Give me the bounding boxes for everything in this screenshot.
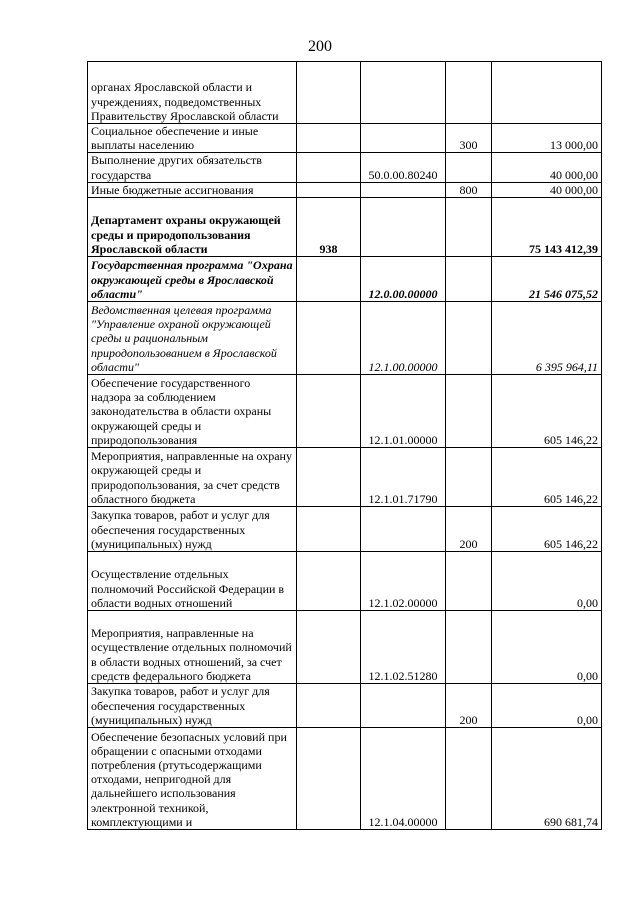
table-row (88, 611, 602, 684)
row-ministry-cell (297, 153, 361, 182)
row-name-cell: Социальное обеспечение и иные выплаты населению (88, 124, 297, 153)
row-name-cell: Обеспечение безопасных условий при обращении с опасными отходами потребления (ртутьсодержащими отходами, непригодной для дальнейшего использования электронной техникой, комплектующими и (88, 728, 297, 830)
row-ministry-cell (297, 124, 361, 153)
table-row (88, 375, 602, 448)
row-name-cell: Иные бюджетные ассигнования (88, 182, 297, 197)
table-row (88, 182, 602, 197)
row-target-article-cell: 50.0.00.80240 (361, 153, 446, 182)
row-amount-cell: 0,00 (492, 684, 602, 728)
table-row (88, 552, 602, 611)
row-ministry-cell (297, 302, 361, 375)
row-ministry-cell (297, 62, 361, 124)
row-ministry-cell (297, 728, 361, 830)
row-amount-cell: 40 000,00 (492, 153, 602, 182)
row-amount-cell: 0,00 (492, 552, 602, 611)
row-ministry-cell: 938 (297, 198, 361, 257)
table-row (88, 302, 602, 375)
row-amount-cell: 40 000,00 (492, 182, 602, 197)
row-ministry-cell (297, 257, 361, 302)
table-row (88, 124, 602, 153)
row-expense-type-cell (446, 62, 492, 124)
row-amount-cell: 605 146,22 (492, 507, 602, 552)
row-name-cell: Обеспечение государственного надзора за соблюдением законодательства в области охраны окружающей среды и природопользования (88, 375, 297, 448)
row-amount-cell: 605 146,22 (492, 375, 602, 448)
budget-table (87, 61, 602, 830)
row-target-article-cell: 12.1.01.00000 (361, 375, 446, 448)
row-name-cell: Закупка товаров, работ и услуг для обеспечения государственных (муниципальных) нужд (88, 684, 297, 728)
row-target-article-cell (361, 182, 446, 197)
row-target-article-cell: 12.1.02.51280 (361, 611, 446, 684)
row-amount-cell: 605 146,22 (492, 448, 602, 507)
row-target-article-cell (361, 684, 446, 728)
row-target-article-cell: 12.0.00.00000 (361, 257, 446, 302)
row-expense-type-cell: 800 (446, 182, 492, 197)
row-target-article-cell: 12.1.01.71790 (361, 448, 446, 507)
row-name-cell: Государственная программа "Охрана окружающей среды в Ярославской области" (88, 257, 297, 302)
row-amount-cell (492, 62, 602, 124)
table-row (88, 728, 602, 830)
row-target-article-cell: 12.1.00.00000 (361, 302, 446, 375)
row-name-cell: органах Ярославской области и учреждениях, подведомственных Правительству Ярославской области (88, 62, 297, 124)
table-row (88, 62, 602, 124)
row-name-cell: Департамент охраны окружающей среды и природопользования Ярославской области (88, 198, 297, 257)
row-ministry-cell (297, 448, 361, 507)
table-row (88, 257, 602, 302)
budget-table-body (88, 62, 602, 830)
row-expense-type-cell (446, 728, 492, 830)
row-amount-cell: 21 546 075,52 (492, 257, 602, 302)
row-target-article-cell: 12.1.02.00000 (361, 552, 446, 611)
row-amount-cell: 690 681,74 (492, 728, 602, 830)
row-expense-type-cell: 200 (446, 507, 492, 552)
row-ministry-cell (297, 611, 361, 684)
row-target-article-cell: 12.1.04.00000 (361, 728, 446, 830)
row-name-cell: Мероприятия, направленные на охрану окружающей среды и природопользования, за счет средств областного бюджета (88, 448, 297, 507)
row-expense-type-cell (446, 375, 492, 448)
table-row (88, 507, 602, 552)
table-row (88, 153, 602, 182)
row-name-cell: Ведомственная целевая программа "Управление охраной окружающей среды и рациональным природопользованием в Ярославской области" (88, 302, 297, 375)
row-amount-cell: 6 395 964,11 (492, 302, 602, 375)
table-row (88, 198, 602, 257)
row-expense-type-cell: 300 (446, 124, 492, 153)
page-number: 200 (308, 38, 332, 55)
row-target-article-cell (361, 124, 446, 153)
row-ministry-cell (297, 552, 361, 611)
row-name-cell: Выполнение других обязательств государства (88, 153, 297, 182)
row-expense-type-cell (446, 198, 492, 257)
row-target-article-cell (361, 198, 446, 257)
row-name-cell: Мероприятия, направленные на осуществление отдельных полномочий в области водных отношений, за счет средств федерального бюджета (88, 611, 297, 684)
row-amount-cell: 13 000,00 (492, 124, 602, 153)
row-ministry-cell (297, 182, 361, 197)
row-expense-type-cell (446, 302, 492, 375)
row-expense-type-cell (446, 611, 492, 684)
row-expense-type-cell: 200 (446, 684, 492, 728)
row-amount-cell: 0,00 (492, 611, 602, 684)
row-ministry-cell (297, 684, 361, 728)
row-target-article-cell (361, 507, 446, 552)
row-ministry-cell (297, 375, 361, 448)
row-target-article-cell (361, 62, 446, 124)
row-expense-type-cell (446, 552, 492, 611)
table-row (88, 684, 602, 728)
row-name-cell: Осуществление отдельных полномочий Российской Федерации в области водных отношений (88, 552, 297, 611)
row-expense-type-cell (446, 257, 492, 302)
row-amount-cell: 75 143 412,39 (492, 198, 602, 257)
row-ministry-cell (297, 507, 361, 552)
row-expense-type-cell (446, 448, 492, 507)
row-name-cell: Закупка товаров, работ и услуг для обеспечения государственных (муниципальных) нужд (88, 507, 297, 552)
row-expense-type-cell (446, 153, 492, 182)
table-row (88, 448, 602, 507)
